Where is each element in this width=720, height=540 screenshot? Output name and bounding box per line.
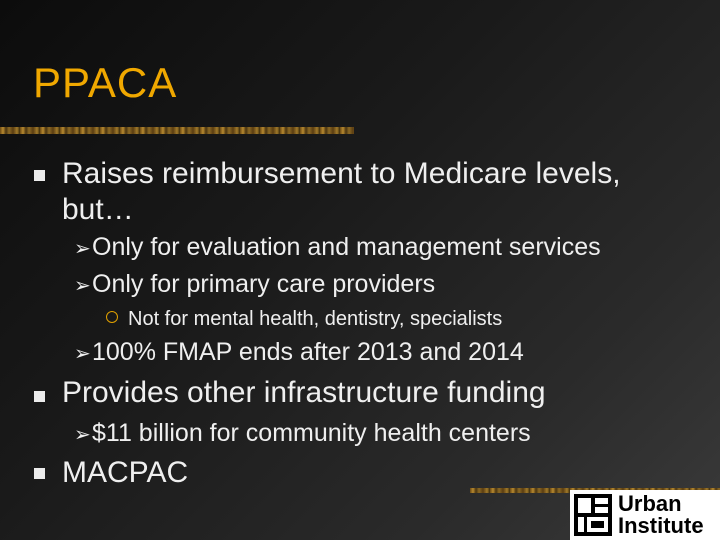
urban-institute-logo	[570, 490, 720, 540]
square-bullet-icon	[34, 468, 45, 479]
circle-bullet-icon	[106, 311, 118, 323]
bullet-item-5	[74, 337, 524, 369]
square-bullet-icon	[34, 170, 45, 181]
bullet-item-4	[106, 307, 502, 331]
bullet-item-3	[74, 269, 435, 301]
bullet-item-3-text: Only for primary care providers	[92, 270, 436, 298]
logo-text-line2: Institute	[618, 513, 704, 538]
bullet-item-6: Provides other infrastructure funding	[62, 376, 546, 409]
bullet-item-5-text: 100% FMAP ends after 2013 and 2014	[92, 338, 524, 366]
logo-text-line1: Urban	[618, 491, 682, 516]
square-bullet-icon	[34, 391, 45, 402]
bullet-item-2-text: Only for evaluation and management services	[92, 233, 601, 261]
title-divider	[0, 127, 354, 134]
arrow-bullet-icon: ➢	[74, 424, 91, 446]
bullet-item-4-text: Not for mental health, dentistry, specialists	[128, 308, 503, 330]
arrow-bullet-icon: ➢	[74, 238, 91, 260]
bullet-item-7	[74, 418, 531, 450]
bullet-item-7-text: $11 billion for community health centers	[92, 419, 531, 447]
slide-title: PPACA	[33, 59, 178, 106]
arrow-bullet-icon: ➢	[74, 343, 91, 365]
bullet-item-8: MACPAC	[62, 456, 189, 489]
bullet-item-1: Raises reimbursement to Medicare levels, but…	[62, 157, 621, 226]
urban-institute-mark-icon	[574, 494, 612, 536]
arrow-bullet-icon: ➢	[74, 275, 91, 297]
bullet-item-2	[74, 232, 601, 264]
